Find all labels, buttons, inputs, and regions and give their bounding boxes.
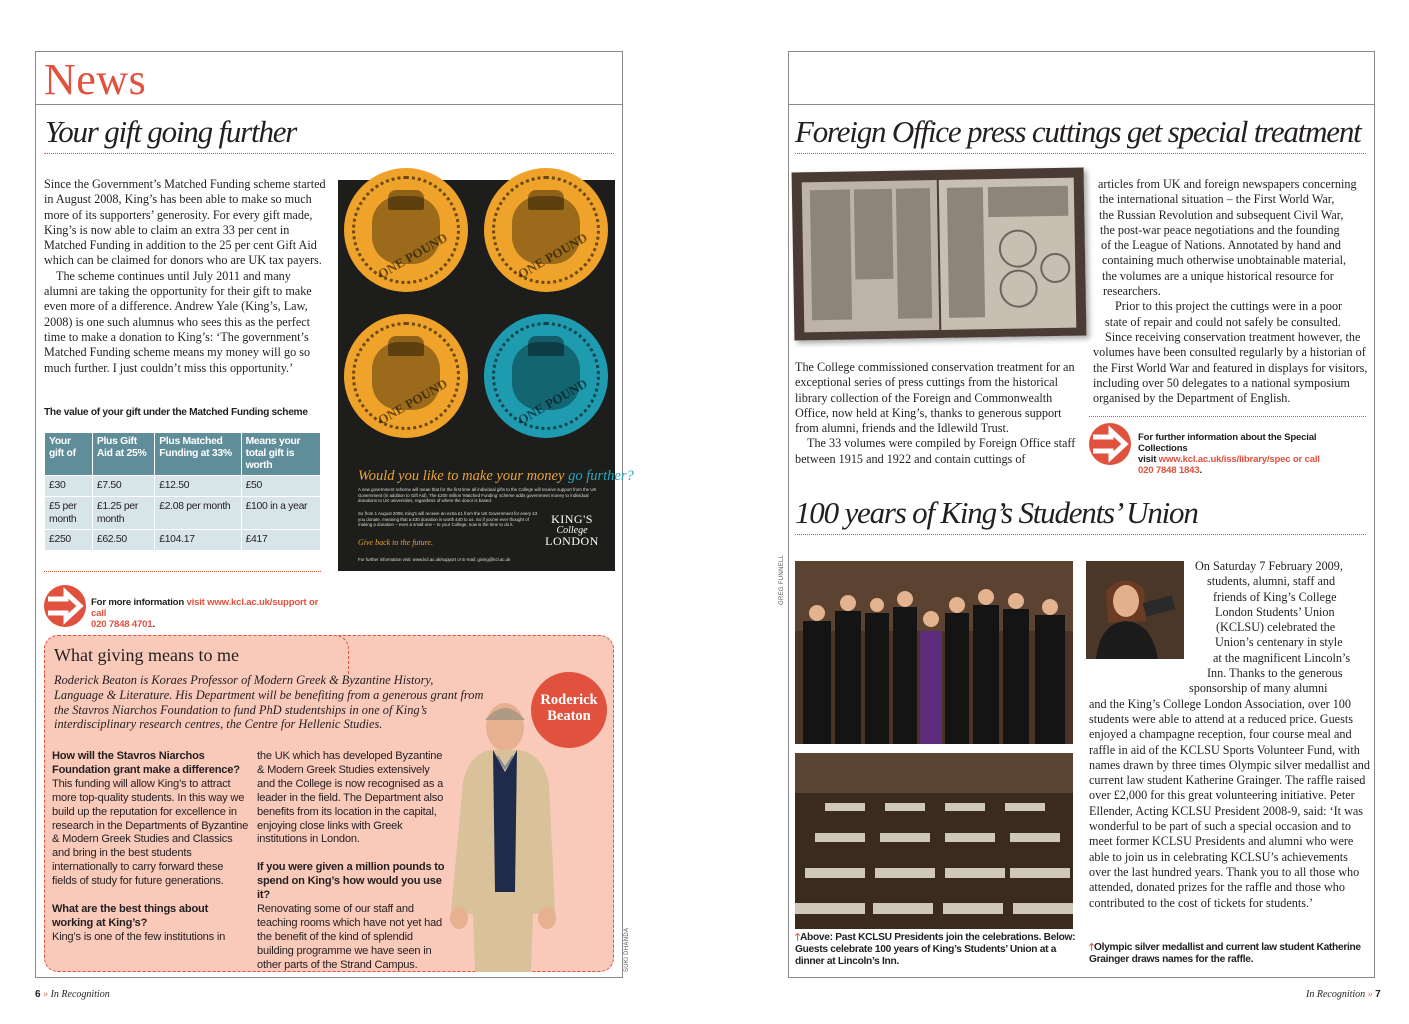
union-line: (KCLSU) celebrated the — [1216, 620, 1336, 635]
press-paragraph-2: The 33 volumes were compiled by Foreign Office staff between 1915 and 1922 and contain cuttings of — [795, 436, 1076, 466]
logo-line-2: College — [556, 525, 588, 536]
table-cell: £12.50 — [155, 476, 241, 497]
gift-article-body — [44, 177, 326, 376]
table-header: Plus Gift Aid at 25% — [92, 433, 154, 476]
caption-right-text: Olympic silver medallist and current law student Katherine Grainger draws names for the raffle. — [1089, 942, 1361, 965]
union-line: Inn. Thanks to the generous — [1207, 666, 1343, 681]
photo-credit-greg: GREG FUNNELL — [779, 554, 785, 605]
badge-last-name: Beaton — [547, 708, 591, 724]
kings-college-logo — [543, 514, 601, 547]
gift-paragraph-2: The scheme continues until July 2011 and many alumni are taking the opportunity for their gift to make even more of a difference. Andrew Yale (King’s, Law, 2008) is one such alumnus who sees this as the perfect time to make a donation to King’s: ‘The government’s Matched Funding scheme means my money will go so much further. I just couldn’t miss this opportunity.’ — [44, 268, 312, 375]
table-divider — [44, 571, 321, 572]
col2-line: of the League of Nations. Annotated by hand and — [1101, 238, 1341, 253]
answer-1: This funding will allow King’s to attract more top-quality students. In this way we build up the reputation for excellence in research in the Departments of Byzantine & Modern Greek Studies and Classics and bring in the best students internationally to carry forward these fields of study for future generations. — [52, 777, 249, 888]
press-col-1 — [795, 360, 1079, 467]
article-headline-press-cuttings: Foreign Office press cuttings get special treatment — [795, 114, 1361, 149]
article-headline-students-union: 100 years of King’s Students’ Union — [795, 495, 1198, 530]
coin-text: ONE POUND — [375, 375, 450, 428]
table-cell: £2.08 per month — [155, 497, 241, 530]
table-cell: £1.25 per month — [92, 497, 154, 530]
union-line: at the magnificent Lincoln’s — [1213, 650, 1351, 665]
col2-line: articles from UK and foreign newspapers concerning — [1098, 177, 1357, 191]
article-headline-gift: Your gift going further — [45, 114, 297, 149]
info-end-right: . — [1199, 465, 1202, 476]
table-cell: £417 — [241, 530, 320, 551]
coin-text: ONE POUND — [515, 229, 590, 282]
caption-left-text: Above: Past KCLSU Presidents join the celebrations. Below: Guests celebrate 100 years of King’s Students’ Union at a dinner at Lincoln’s Inn. — [795, 932, 1076, 967]
feature-title: What giving means to me — [54, 645, 239, 665]
union-line: friends of King’s College — [1213, 589, 1337, 604]
table-cell: £50 — [241, 476, 320, 497]
table-header: Your gift of — [45, 433, 93, 476]
kclsu-presidents-photo — [795, 561, 1073, 744]
col2-line: the Russian Revolution and subsequent Civil War, — [1099, 207, 1344, 222]
tagline-accent: go further? — [568, 468, 634, 484]
pound-coin-teal — [484, 314, 608, 438]
headline-divider — [44, 153, 614, 154]
table-cell: £250 — [45, 530, 93, 551]
gift-paragraph-1: Since the Government’s Matched Funding scheme started in August 2008, King’s has been able to make so much more of its supporters’ generosity. For every gift made, King’s is now able to claim an extra 33 per cent in Matched Funding in addition to the 25 per cent Gift Aid which can be claimed for donors who are UK tax payers. — [44, 177, 326, 268]
coin-text: ONE POUND — [515, 375, 590, 428]
logo-line-1: KING'S — [551, 512, 593, 526]
advert-small-print-1: A new government scheme will mean that for the first time all individual gifts to the College will receive support from the UK Government (in addition to Gift Aid). The £200 million 'Matched Funding' scheme adds government money to individual donations to UK universities, regardless of where the donor is based. — [358, 487, 597, 504]
pound-coin-gold-3 — [344, 314, 468, 438]
table-cell: £7.50 — [92, 476, 154, 497]
table-row — [45, 530, 321, 551]
roderick-beaton-photo — [441, 692, 561, 972]
special-collections-link[interactable]: www.kcl.ac.uk/iss/library/spec or call — [1158, 454, 1320, 465]
headline-divider-right — [795, 153, 1366, 154]
table-row — [45, 476, 321, 497]
answer-2-continued: the UK which has developed Byzantine & Modern Greek Studies extensively and the College is now recognised as a leader in the field. The Department also benefits from its location in the capital, enjoying close links with Greek institutions in London. — [257, 750, 444, 846]
table-row — [45, 497, 321, 530]
footer-title-left: In Recognition — [50, 989, 110, 1000]
feature-intro: Roderick Beaton is Koraes Professor of Modern Greek & Byzantine History, Language & Literature. His Department will be benefiting from a generous grant from the Stavros Niarchos Foundation to fund PhD studentships in one of King’s interdisciplinary research centres, the Centre for Hellenic Studies. — [54, 673, 484, 732]
table-cell: £100 in a year — [241, 497, 320, 530]
info-prefix: For more information — [91, 597, 187, 608]
footer-separator-right: » — [1365, 989, 1376, 1000]
matched-funding-table — [44, 432, 321, 551]
col2-line: the volumes are a unique historical resource for — [1102, 268, 1334, 283]
logo-line-3: LONDON — [545, 534, 599, 548]
press-cuttings-photo — [792, 167, 1087, 340]
info-visit: visit — [1138, 454, 1159, 465]
press-paragraph-1: The College commissioned conservation treatment for an exceptional series of press cuttings from the historical library collection of the Foreign and Commonwealth Office, now held at King’s, thanks to generous support from alumni, friends and the Idlewild Trust. — [795, 360, 1075, 436]
matched-funding-advert — [338, 180, 634, 571]
support-link[interactable]: visit www.kcl.ac.uk/support or call — [91, 597, 319, 619]
question-2: What are the best things about working at King’s? — [52, 903, 209, 929]
union-line: sponsorship of many alumni — [1189, 681, 1328, 696]
question-1: How will the Stavros Niarchos Foundation grant make a difference? — [52, 750, 240, 776]
table-cell: £104.17 — [155, 530, 241, 551]
footer-separator: » — [40, 989, 51, 1000]
tagline-main: Would you like to make your money — [358, 468, 569, 484]
union-line: students, alumni, staff and — [1207, 574, 1336, 589]
union-article-body — [1089, 559, 1371, 911]
table-cell: £62.50 — [92, 530, 154, 551]
col2-line: the international situation – the First World War, — [1099, 192, 1335, 207]
special-collections-phone[interactable]: 020 7848 1843 — [1138, 465, 1200, 476]
union-paragraph: and the King’s College London Association, over 100 students were able to attend at a reduced price. Guests enjoyed a champagne reception, four course meal and raffle in aid of the KCLSU Sports Volunteer Fund, with names drawn by three times Olympic silver medallist and current law student Katherine Grainger. The raffle raised over £2,000 for this great volunteering initiative. Peter Ellender, Acting KCLSU President 2008-9, said: ‘It was wonderful to be part of such a special occasion and to meet former KCLSU Presidents and alumni who were able to join us in celebrating KCLSU’s achievements over the last hundred years. Thank you to all those who attended, donated prizes for the raffle and those who contributed to the cost of tickets for students.’ — [1089, 696, 1370, 910]
section-rule-right — [789, 104, 1374, 105]
page-number-right: 7 — [1375, 989, 1381, 1000]
answer-3: Renovating some of our staff and teaching rooms which have not yet had the benefit of the kind of splendid building programme we have seen in other parts of the Strand Campus. — [257, 903, 443, 971]
advert-contact: For further information visit: www.kcl.ac.uk/support or E-mail: giving@kcl.ac.uk — [358, 557, 511, 562]
photo-caption-right — [1089, 942, 1371, 966]
caption-arrow-icon-right: 🡑 — [1089, 942, 1094, 953]
dinner-hall-photo — [795, 753, 1073, 929]
union-line: On Saturday 7 February 2009, — [1195, 559, 1343, 573]
interview-column-1 — [52, 750, 249, 945]
advert-tagline — [358, 468, 634, 485]
question-3: If you were given a million pounds to spend on King’s how would you use it? — [257, 861, 445, 902]
caption-arrow-icon: 🡑 — [795, 932, 800, 943]
table-header: Means your total gift is worth — [241, 433, 320, 476]
press-paragraph-3: Since receiving conservation treatment however, the volumes have been consulted regularly by a historian of the First World War and featured in displays for visitors, including over 50 delegates to a national symposium organised by the Department of English. — [1093, 329, 1368, 406]
table-cell: £5 per month — [45, 497, 93, 530]
pound-coin-gold-2 — [484, 168, 608, 292]
union-line: London Students’ Union — [1215, 604, 1335, 619]
coin-text: ONE POUND — [375, 229, 450, 282]
table-header: Plus Matched Funding at 33% — [155, 433, 241, 476]
headline-divider-union — [795, 534, 1366, 535]
right-page — [779, 51, 1375, 978]
info-arrow-icon — [44, 585, 86, 627]
info-prefix-right: For further information about the Special Collections — [1138, 432, 1317, 454]
photo-caption-left — [795, 932, 1077, 968]
pound-coin-gold-1 — [344, 168, 468, 292]
advert-small-print-2: So from 1 August 2008, King's will receive an extra £1 from the UK Government for every £3 you donate, meaning that a £30 donation is worth £40 to us. So if you've ever thought of making a donation – even a small one – to your College, now is the time to do it. — [358, 511, 538, 528]
press-col-2 — [1090, 177, 1376, 406]
table-cell: £30 — [45, 476, 93, 497]
photo-credit-suki: SUKI DHANDA — [624, 927, 630, 972]
table-header-row — [45, 433, 321, 476]
right-footer — [1306, 989, 1381, 1000]
footer-title-right: In Recognition — [1306, 989, 1366, 1000]
badge-first-name: Roderick — [540, 692, 598, 708]
support-info — [91, 597, 331, 630]
col2-line: researchers. — [1103, 284, 1161, 299]
press-divider — [1089, 416, 1366, 417]
support-phone[interactable]: 020 7848 4701 — [91, 619, 153, 630]
left-page — [35, 51, 634, 978]
left-footer — [35, 989, 110, 1000]
section-title: News — [44, 55, 147, 104]
answer-2: King’s is one of the few institutions in — [52, 930, 226, 943]
special-collections-info — [1138, 432, 1368, 476]
col2-line: Prior to this project the cuttings were in a poor — [1115, 299, 1343, 314]
info-arrow-icon-right — [1089, 423, 1131, 465]
table-caption: The value of your gift under the Matched Funding scheme — [44, 407, 308, 418]
info-end: . — [152, 619, 155, 630]
col2-line: containing much otherwise unobtainable material, — [1102, 253, 1347, 268]
interview-column-2 — [257, 750, 445, 973]
col2-line: the post-war peace negotiations and the founding — [1100, 222, 1340, 237]
advert-give-back: Give back to the future. — [358, 538, 434, 547]
col2-line: state of repair and could not safely be consulted. — [1105, 314, 1341, 329]
union-line: Union’s centenary in style — [1215, 635, 1343, 650]
page-number-left: 6 — [35, 989, 41, 1000]
section-rule — [36, 104, 622, 105]
